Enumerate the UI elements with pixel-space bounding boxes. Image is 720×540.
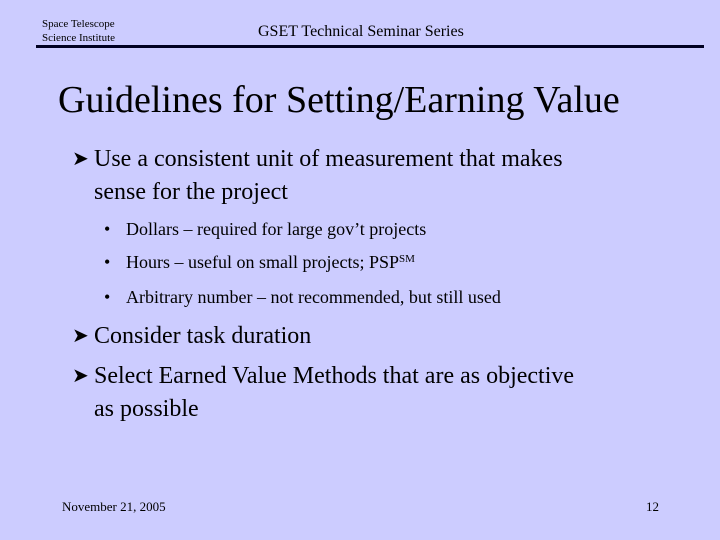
dot-bullet-icon: • bbox=[104, 287, 111, 307]
arrow-bullet-icon: ➤ bbox=[72, 148, 89, 170]
bullet-3-line-2: as possible bbox=[94, 396, 199, 422]
bullet-1-line-2: sense for the project bbox=[94, 179, 288, 205]
bullet-2-line-1: Consider task duration bbox=[94, 323, 312, 349]
arrow-bullet-icon: ➤ bbox=[72, 325, 89, 347]
slide-title: Guidelines for Setting/Earning Value bbox=[58, 79, 620, 121]
dot-bullet-icon: • bbox=[104, 219, 111, 239]
subbullet-2-text: Hours – useful on small projects; PSP bbox=[126, 252, 399, 272]
bullet-3-line-1: Select Earned Value Methods that are as objective bbox=[94, 363, 575, 389]
dot-bullet-icon: • bbox=[104, 252, 111, 272]
footer-date: November 21, 2005 bbox=[62, 499, 166, 514]
header-divider bbox=[36, 45, 704, 48]
bullet-1-line-1: Use a consistent unit of measurement that makes bbox=[94, 146, 563, 172]
series-title: GSET Technical Seminar Series bbox=[258, 23, 464, 40]
subbullet-1-text: Dollars – required for large gov’t projects bbox=[126, 219, 427, 239]
page-number: 12 bbox=[646, 499, 659, 514]
service-mark: SM bbox=[399, 253, 415, 265]
subbullet-3-text: Arbitrary number – not recommended, but still used bbox=[126, 287, 501, 307]
arrow-bullet-icon: ➤ bbox=[72, 365, 89, 387]
org-line-1: Space Telescope bbox=[42, 18, 115, 30]
organization-name bbox=[42, 17, 115, 45]
org-line-2: Science Institute bbox=[42, 32, 116, 44]
